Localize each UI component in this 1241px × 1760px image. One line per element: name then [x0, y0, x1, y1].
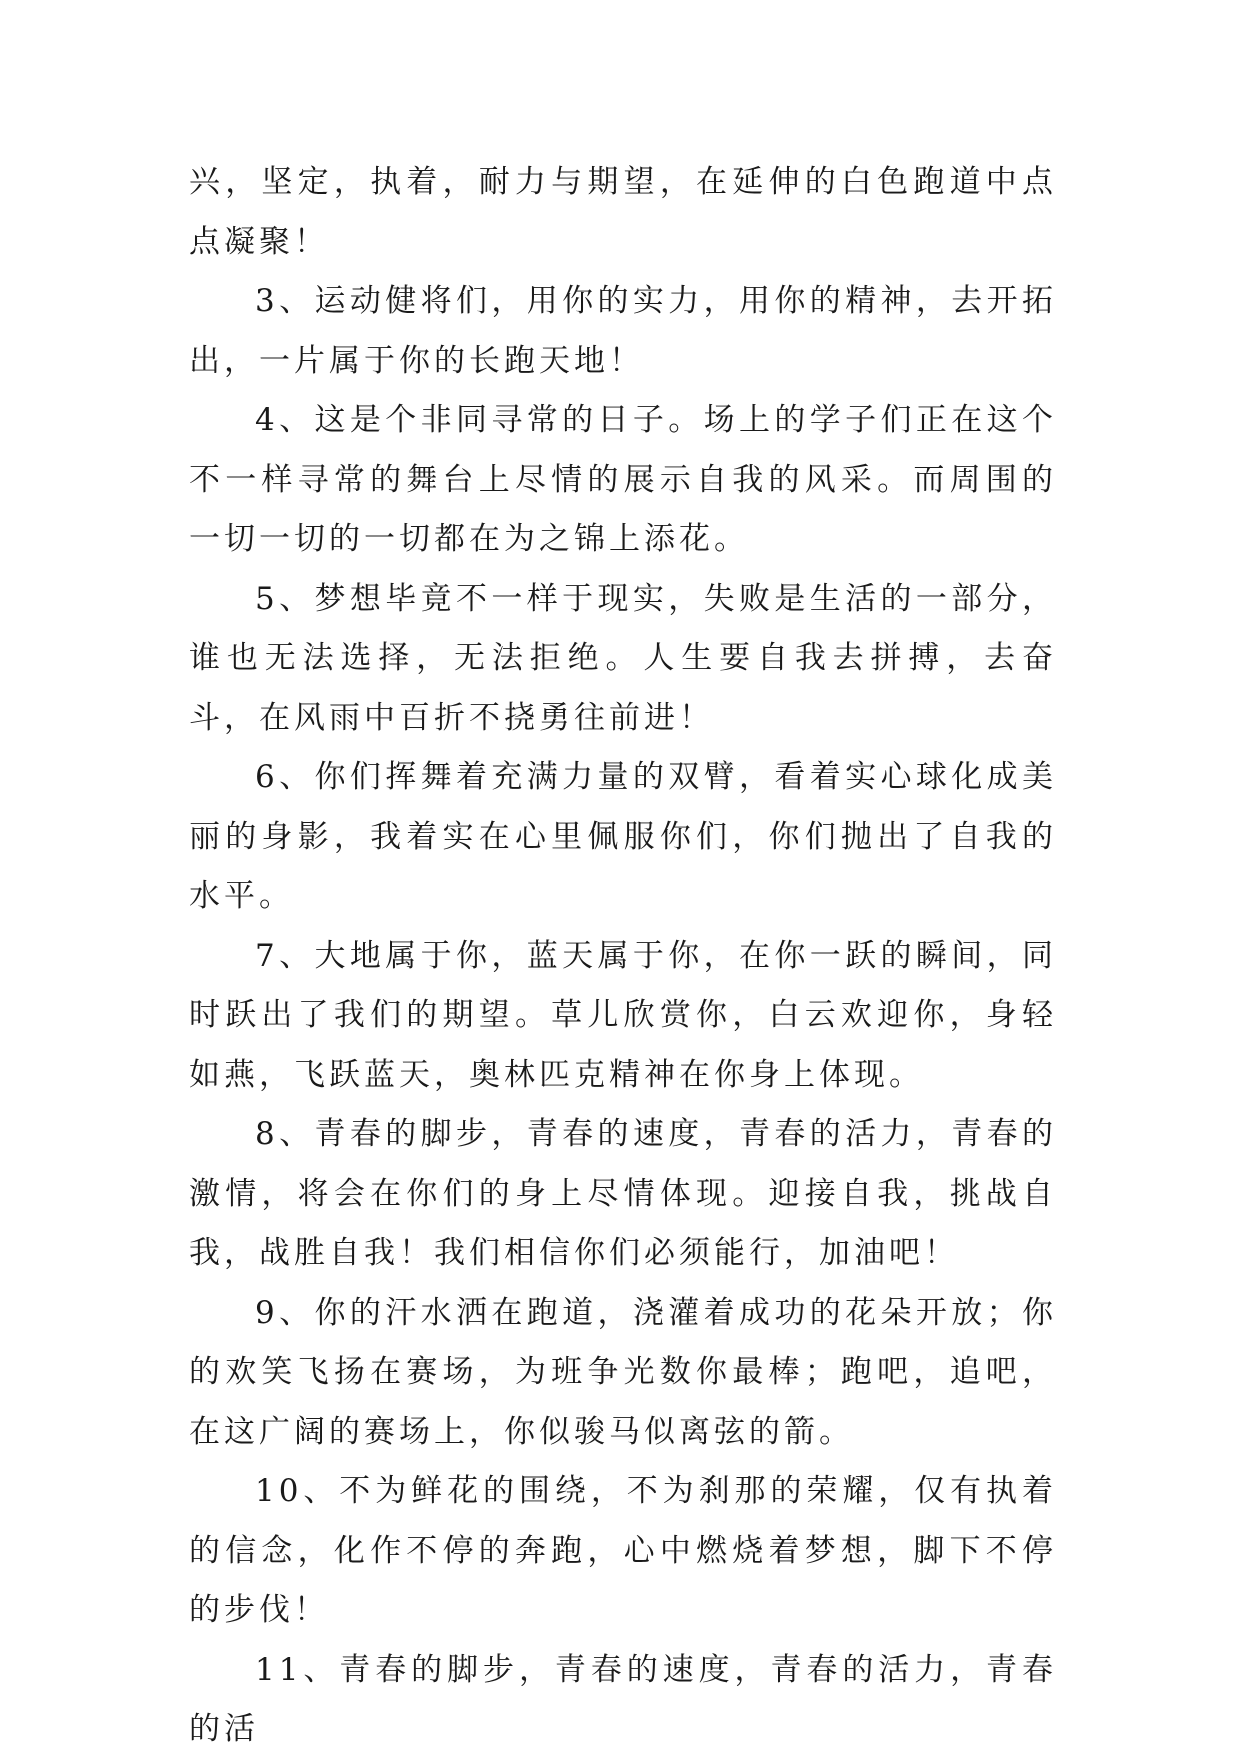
paragraph-item-9: 9、你的汗水洒在跑道，浇灌着成功的花朵开放；你的欢笑飞扬在赛场，为班争光数你最棒；跑吧，追吧，在这广阔的赛场上，你似骏马似离弦的箭。 [189, 1294, 1057, 1450]
document-body [189, 153, 1057, 1760]
paragraph-item-6: 6、你们挥舞着充满力量的双臂，看着实心球化成美丽的身影，我着实在心里佩服你们，你们抛出了自我的水平。 [189, 759, 1057, 914]
paragraph-item-11: 11、青春的脚步，青春的速度，青春的活力，青春的活 [189, 1651, 1057, 1747]
paragraph-continuation: 兴，坚定，执着，耐力与期望，在延伸的白色跑道中点点凝聚！ [189, 164, 1057, 260]
paragraph-item-3: 3、运动健将们，用你的实力，用你的精神，去开拓出，一片属于你的长跑天地！ [189, 283, 1057, 379]
paragraph-item-5: 5、梦想毕竟不一样于现实，失败是生活的一部分，谁也无法选择，无法拒绝。人生要自我去拼搏，去奋斗，在风雨中百折不挠勇往前进！ [189, 580, 1057, 736]
paragraph-item-8: 8、青春的脚步，青春的速度，青春的活力，青春的激情，将会在你们的身上尽情体现。迎接自我，挑战自我，战胜自我！我们相信你们必须能行，加油吧！ [189, 1116, 1057, 1271]
paragraph-item-4: 4、这是个非同寻常的日子。场上的学子们正在这个不一样寻常的舞台上尽情的展示自我的风采。而周围的一切一切的一切都在为之锦上添花。 [189, 402, 1057, 557]
paragraph-item-7: 7、大地属于你，蓝天属于你，在你一跃的瞬间，同时跃出了我们的期望。草儿欣赏你，白云欢迎你，身轻如燕，飞跃蓝天，奥林匹克精神在你身上体现。 [189, 937, 1057, 1093]
paragraph-item-10: 10、不为鲜花的围绕，不为刹那的荣耀，仅有执着的信念，化作不停的奔跑，心中燃烧着梦想，脚下不停的步伐！ [189, 1473, 1057, 1628]
